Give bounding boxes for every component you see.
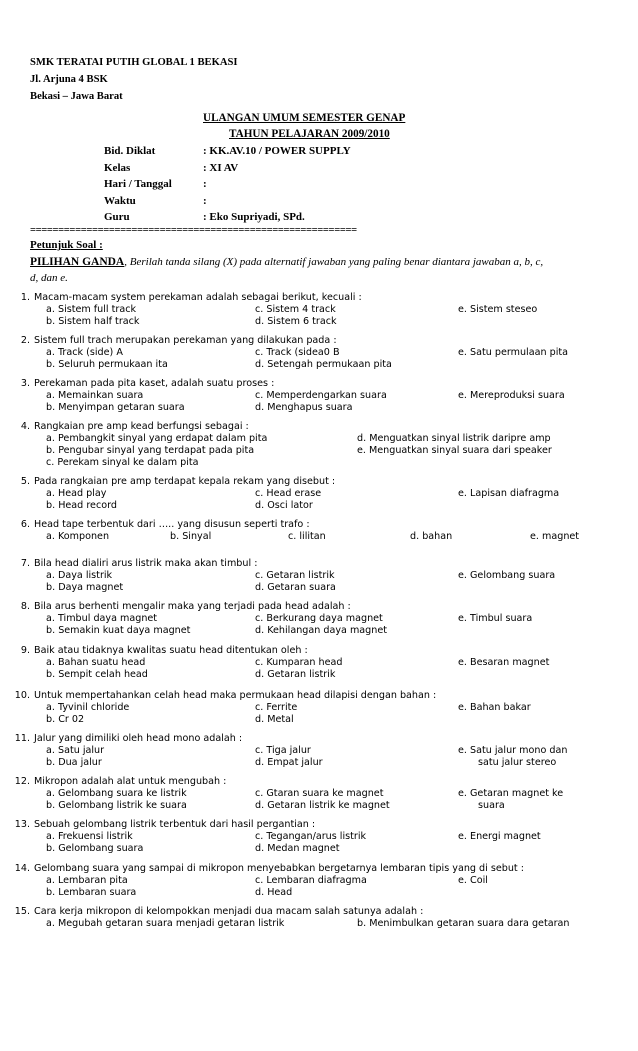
option-b: b. Seluruh permukaan ita (46, 359, 168, 370)
option-c: c. Kumparan head (255, 657, 343, 668)
exam-title: ULANGAN UMUM SEMESTER GENAP (203, 112, 406, 124)
question-text: Untuk mempertahankan celah head maka permukaan head dilapisi dengan bahan : (34, 690, 437, 701)
option-e: e. Timbul suara (458, 613, 533, 624)
question-text: Sistem full trach merupakan perekaman yang dilakukan pada : (34, 335, 337, 346)
option-c: c. Head erase (255, 488, 322, 499)
option-e-continued: suara (478, 800, 505, 811)
exam-year: TAHUN PELAJARAN 2009/2010 (229, 128, 390, 140)
field-label-class: Kelas (104, 162, 131, 174)
option-e: e. Mereproduksi suara (458, 390, 565, 401)
option-e: e. Sistem steseo (458, 304, 538, 315)
option-d: d. Menguatkan sinyal listrik daripre amp (357, 433, 551, 444)
option-d: d. Head (255, 887, 293, 898)
field-label-time: Waktu (104, 195, 136, 207)
option-a: a. Satu jalur (46, 745, 105, 756)
option-e: e. Bahan bakar (458, 702, 531, 713)
question-number: 12. (14, 776, 30, 787)
option-a: a. Track (side) A (46, 347, 123, 358)
option-c: c. Memperdengarkan suara (255, 390, 387, 401)
field-value-teacher: : Eko Supriyadi, SPd. (203, 211, 305, 223)
option-b: b. Dua jalur (46, 757, 102, 768)
question-text: Sebuah gelombang listrik terbentuk dari hasil pergantian : (34, 819, 316, 830)
option-a: a. Sistem full track (46, 304, 137, 315)
instructions-heading: Petunjuk Soal : (30, 239, 103, 251)
option-e: e. Lapisan diafragma (458, 488, 560, 499)
question-number: 3. (20, 378, 30, 389)
option-a: a. Lembaran pita (46, 875, 128, 886)
option-d: d. Setengah permukaan pita (255, 359, 392, 370)
option-e: e. magnet (530, 531, 580, 542)
option-b: b. Sinyal (170, 531, 212, 542)
instructions-line-1 (30, 254, 543, 270)
option-e-continued: satu jalur stereo (478, 757, 557, 768)
question-text: Bila head dialiri arus listrik maka akan timbul : (34, 558, 258, 569)
option-c: c. Tiga jalur (255, 745, 311, 756)
question-text: Head tape terbentuk dari ….. yang disusun seperti trafo : (34, 519, 310, 530)
question-number: 5. (20, 476, 30, 487)
question-number: 8. (20, 601, 30, 612)
option-b: b. Menimbulkan getaran suara dara getaran (357, 918, 570, 929)
option-e: e. Satu jalur mono dan (458, 745, 568, 756)
option-e: e. Gelombang suara (458, 570, 556, 581)
field-value-time: : (203, 195, 207, 207)
option-c: c. Tegangan/arus listrik (255, 831, 367, 842)
field-label-date: Hari / Tanggal (104, 178, 172, 190)
option-e: e. Coil (458, 875, 488, 886)
question-text: Gelombang suara yang sampai di mikropon menyebabkan bergetarnya lembaran tipis yang di sebut : (34, 863, 524, 874)
option-a: a. Timbul daya magnet (46, 613, 158, 624)
option-b: b. Pengubar sinyal yang terdapat pada pita (46, 445, 255, 456)
option-d: d. Menghapus suara (255, 402, 353, 413)
field-value-date: : (203, 178, 207, 190)
option-c: c. lilitan (288, 531, 326, 542)
option-b: b. Lembaran suara (46, 887, 137, 898)
question-text: Mikropon adalah alat untuk mengubah : (34, 776, 227, 787)
school-name: SMK TERATAI PUTIH GLOBAL 1 BEKASI (30, 57, 238, 68)
option-b: b. Gelombang listrik ke suara (46, 800, 187, 811)
question-number: 1. (20, 292, 30, 303)
option-a: a. Frekuensi listrik (46, 831, 133, 842)
option-a: a. Pembangkit sinyal yang erdapat dalam pita (46, 433, 268, 444)
option-a: a. Komponen (46, 531, 110, 542)
option-d: d. Getaran listrik ke magnet (255, 800, 390, 811)
option-b: b. Head record (46, 500, 117, 511)
instructions-text: , Berilah tanda silang (X) pada alternatif jawaban yang paling benar diantara jawaban a, b, c, (124, 256, 544, 268)
option-c: c. Track (sidea0 B (255, 347, 340, 358)
option-a: a. Megubah getaran suara menjadi getaran listrik (46, 918, 285, 929)
question-number: 9. (20, 645, 30, 656)
field-value-subject: : KK.AV.10 / POWER SUPPLY (203, 145, 351, 157)
option-a: a. Daya listrik (46, 570, 113, 581)
question-number: 4. (20, 421, 30, 432)
option-c: c. Perekam sinyal ke dalam pita (46, 457, 199, 468)
option-a: a. Tyvinil chloride (46, 702, 130, 713)
question-number: 7. (20, 558, 30, 569)
question-text: Bila arus berhenti mengalir maka yang terjadi pada head adalah : (34, 601, 351, 612)
question-number: 14. (14, 863, 30, 874)
option-d: d. Sistem 6 track (255, 316, 337, 327)
school-address-city: Bekasi – Jawa Barat (30, 91, 123, 102)
option-b: b. Daya magnet (46, 582, 124, 593)
option-c: c. Gtaran suara ke magnet (255, 788, 384, 799)
option-d: d. Metal (255, 714, 294, 725)
question-text: Baik atau tidaknya kwalitas suatu head ditentukan oleh : (34, 645, 308, 656)
option-b: b. Cr 02 (46, 714, 85, 725)
option-b: b. Sistem half track (46, 316, 140, 327)
question-text: Rangkaian pre amp kead berfungsi sebagai : (34, 421, 249, 432)
option-c: c. Ferrite (255, 702, 298, 713)
option-c: c. Berkurang daya magnet (255, 613, 383, 624)
option-c: c. Sistem 4 track (255, 304, 336, 315)
question-number: 15. (14, 906, 30, 917)
question-number: 6. (20, 519, 30, 530)
option-a: a. Gelombang suara ke listrik (46, 788, 187, 799)
option-e: e. Satu permulaan pita (458, 347, 569, 358)
question-type: PILIHAN GANDA (30, 256, 125, 268)
question-number: 13. (14, 819, 30, 830)
option-e: e. Besaran magnet (458, 657, 550, 668)
question-text: Macam-macam system perekaman adalah sebagai berikut, kecuali : (34, 292, 362, 303)
question-number: 2. (20, 335, 30, 346)
separator-line: ========================================================== (30, 225, 357, 236)
option-d: d. bahan (410, 531, 453, 542)
option-d: d. Empat jalur (255, 757, 323, 768)
school-address-street: Jl. Arjuna 4 BSK (30, 74, 108, 85)
option-c: c. Getaran listrik (255, 570, 335, 581)
option-d: d. Getaran listrik (255, 669, 336, 680)
option-e: e. Getaran magnet ke (458, 788, 564, 799)
option-d: d. Getaran suara (255, 582, 336, 593)
question-text: Jalur yang dimiliki oleh head mono adalah : (34, 733, 243, 744)
question-text: Perekaman pada pita kaset, adalah suatu proses : (34, 378, 275, 389)
option-b: b. Gelombang suara (46, 843, 144, 854)
option-a: a. Head play (46, 488, 107, 499)
option-b: b. Menyimpan getaran suara (46, 402, 185, 413)
question-text: Pada rangkaian pre amp terdapat kepala rekam yang disebut : (34, 476, 336, 487)
option-d: d. Kehilangan daya magnet (255, 625, 388, 636)
option-a: a. Memainkan suara (46, 390, 144, 401)
option-c: c. Lembaran diafragma (255, 875, 367, 886)
option-e: e. Menguatkan sinyal suara dari speaker (357, 445, 552, 456)
option-d: d. Osci lator (255, 500, 313, 511)
question-number: 10. (14, 690, 30, 701)
option-e: e. Energi magnet (458, 831, 541, 842)
option-d: d. Medan magnet (255, 843, 340, 854)
option-b: b. Semakin kuat daya magnet (46, 625, 191, 636)
question-number: 11. (14, 733, 30, 744)
option-b: b. Sempit celah head (46, 669, 148, 680)
field-label-teacher: Guru (104, 211, 130, 223)
instructions-line-2: d, dan e. (30, 272, 68, 284)
field-value-class: : XI AV (203, 162, 239, 174)
field-label-subject: Bid. Diklat (104, 145, 156, 157)
option-a: a. Bahan suatu head (46, 657, 146, 668)
question-text: Cara kerja mikropon di kelompokkan menjadi dua macam salah satunya adalah : (34, 906, 424, 917)
